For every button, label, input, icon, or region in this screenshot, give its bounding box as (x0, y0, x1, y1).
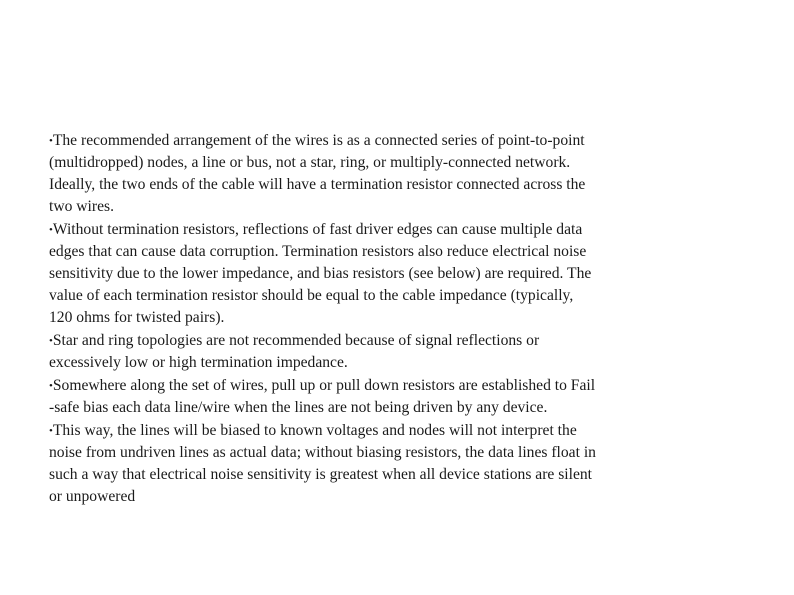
paragraph-1-line-1: The recommended arrangement of the wires is as a connected series of point-to-point (52, 132, 585, 149)
paragraph-5-line-2: noise from undriven lines as actual data; without biasing resistors, the data lines float in (49, 444, 596, 461)
paragraph-2-line-3: sensitivity due to the lower impedance, and bias resistors (see below) are required. The (49, 265, 592, 282)
paragraph-4-line-2: -safe bias each data line/wire when the lines are not being driven by any device. (49, 399, 548, 416)
bullet-icon: • (49, 380, 53, 392)
bullet-paragraph-1 (49, 130, 699, 218)
paragraph-2-line-4: value of each termination resistor should be equal to the cable impedance (typically, (49, 287, 574, 304)
bullet-icon: • (49, 335, 53, 347)
paragraph-4-line-1: Somewhere along the set of wires, pull up or pull down resistors are established to Fail (52, 377, 596, 394)
bullet-paragraph-4 (49, 375, 699, 419)
paragraph-5-line-4: or unpowered (49, 488, 136, 505)
paragraph-1-line-4: two wires. (49, 198, 114, 215)
paragraph-3-line-1: Star and ring topologies are not recommended because of signal reflections or (52, 332, 540, 349)
paragraph-3-line-2: excessively low or high termination impedance. (49, 354, 348, 371)
bullet-list (49, 130, 699, 509)
bullet-icon: • (49, 425, 53, 437)
paragraph-2-line-2: edges that can cause data corruption. Termination resistors also reduce electrical noise (49, 243, 587, 260)
bullet-paragraph-3 (49, 330, 699, 374)
bullet-icon: • (49, 135, 53, 147)
paragraph-5-line-3: such a way that electrical noise sensitivity is greatest when all device stations are silent (49, 466, 593, 483)
paragraph-5-line-1: This way, the lines will be biased to known voltages and nodes will not interpret the (52, 422, 577, 439)
bullet-paragraph-5 (49, 420, 699, 508)
paragraph-1-line-2: (multidropped) nodes, a line or bus, not a star, ring, or multiply-connected network. (49, 154, 571, 171)
paragraph-1-line-3: Ideally, the two ends of the cable will have a termination resistor connected across the (49, 176, 586, 193)
paragraph-2-line-1: Without termination resistors, reflections of fast driver edges can cause multiple data (52, 221, 583, 238)
bullet-paragraph-2 (49, 219, 699, 329)
bullet-icon: • (49, 224, 53, 236)
paragraph-2-line-5: 120 ohms for twisted pairs). (49, 309, 225, 326)
